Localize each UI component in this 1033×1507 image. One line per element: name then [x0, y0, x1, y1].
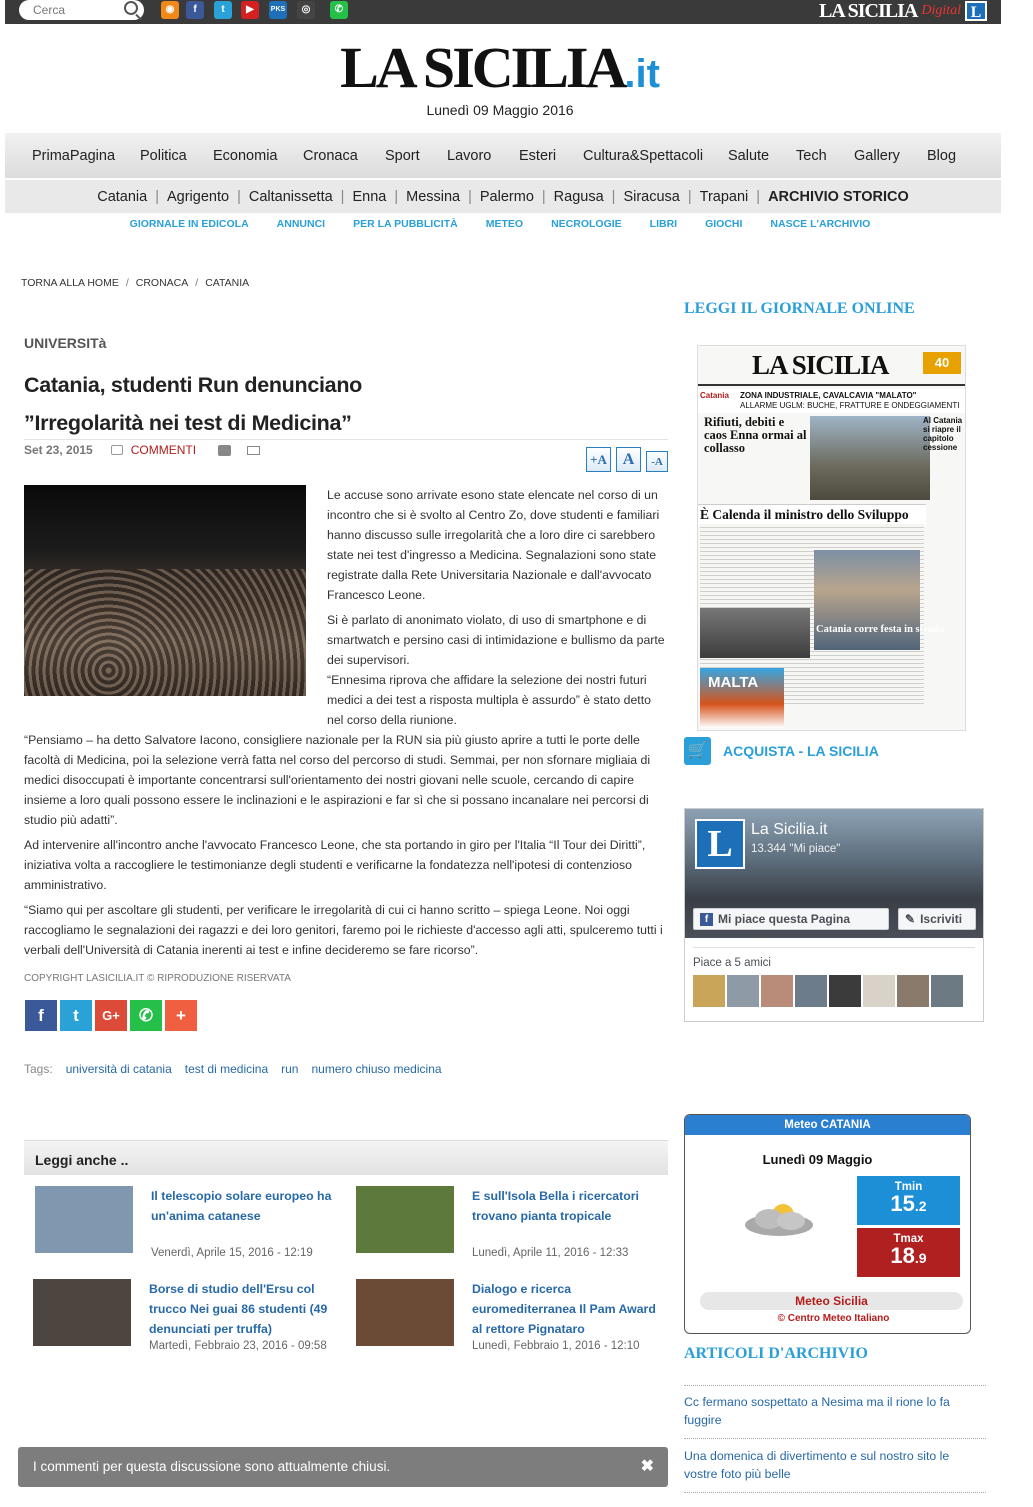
current-date: Lunedì 09 Maggio 2016	[426, 102, 574, 118]
article-kicker: UNIVERSITà	[24, 335, 107, 351]
tmin-value: 15.2	[890, 1191, 927, 1216]
city-item-palermo[interactable]: Palermo	[479, 188, 534, 205]
article-paragraph: Ad intervenire all'incontro anche l'avvocato Francesco Leone, che sta portando in giro per l'Italia “Il Tour dei Diritti”, iniziativa volta a raccogliere le testimonianze degli studenti e verificarne la fondatezza nell'ipotesi di contenzioso amministrativo.	[24, 838, 646, 892]
paper-image	[810, 416, 930, 500]
services-nav	[0, 218, 1000, 230]
tag-link[interactable]: numero chiuso medicina	[311, 1062, 442, 1076]
paper-side-text: Al Catania si riapre il capitolo cessione	[923, 416, 963, 452]
paper-strip-line: ZONA INDUSTRIALE, CAVALCAVIA "MALATO"	[740, 391, 917, 400]
related-date: Lunedì, Febbraio 1, 2016 - 12:10	[472, 1340, 640, 1352]
city-item-trapani[interactable]: Trapani	[699, 188, 749, 205]
site-logo[interactable]: LA SICILIA.it	[340, 35, 660, 100]
facebook-like-label: Mi piace questa Pagina	[718, 912, 851, 926]
facebook-subscribe-button[interactable]	[898, 908, 976, 930]
comments-link[interactable]: COMMENTI	[130, 443, 197, 457]
related-item[interactable]	[356, 1186, 668, 1271]
article-title: Catania, studenti Run denunciano ”Irregolarità nei test di Medicina”	[24, 373, 363, 435]
nav-item-salute[interactable]: Salute	[728, 147, 770, 164]
share-more-icon[interactable]: +	[165, 1000, 197, 1031]
digital-logo-icon: L	[965, 1, 987, 21]
share-whatsapp-icon[interactable]: ✆	[130, 1000, 162, 1031]
divider	[684, 1492, 986, 1493]
paper-strip-kicker: Catania	[700, 391, 729, 400]
tag-link[interactable]: run	[281, 1062, 299, 1076]
divider	[24, 439, 668, 440]
nav-item-economia[interactable]: Economia	[213, 147, 278, 164]
paper-badge: 40	[923, 352, 961, 374]
article-paragraph: “Pensiamo – ha detto Salvatore Iacono, consigliere nazionale per la RUN sia più giusto aprire a tutti le porte delle facoltà di Medicina, poi la selezione verrà fatta nel corso del percorso di studi. Semmai, per non sfornare migliaia di medici disoccupati è importante concentrarsi sull'orientamento dei nostri giovani nelle scuole, cercando di capire insieme a loro quali possono essere le inclinazioni e le aspirazioni e far sì che si possano incanalare nei percorsi di studio più adatti”.	[24, 733, 651, 827]
related-item[interactable]	[35, 1186, 347, 1271]
meteo-credit[interactable]: © Centro Meteo Italiano	[777, 1313, 890, 1324]
nav-item-cronaca[interactable]: Cronaca	[303, 147, 358, 164]
service-link[interactable]: GIORNALE IN EDICOLA	[129, 218, 249, 230]
article-photo	[24, 485, 306, 696]
article-body-full	[24, 730, 668, 965]
divider	[684, 1385, 986, 1386]
pencil-icon: ✎	[905, 912, 916, 926]
font-reset-button[interactable]: A	[616, 447, 641, 472]
email-icon[interactable]	[247, 446, 260, 455]
tag-link[interactable]: università di catania	[65, 1062, 172, 1076]
breadcrumb-item[interactable]: TORNA ALLA HOME	[21, 277, 119, 289]
friend-avatar[interactable]	[863, 975, 895, 1007]
archive-heading: ARTICOLI D'ARCHIVIO	[684, 1345, 868, 1362]
breadcrumb-item[interactable]: CATANIA	[205, 277, 250, 289]
nav-separator: |	[394, 188, 399, 205]
city-nav	[5, 180, 1001, 213]
facebook-friends-text: Piace a 5 amici	[693, 957, 771, 969]
archive-link[interactable]: Cc fermano sospettato a Nesima ma il rione lo fa fuggire	[684, 1395, 950, 1427]
nav-item-gallery[interactable]: Gallery	[854, 147, 900, 164]
share-googleplus-icon[interactable]: G+	[95, 1000, 127, 1031]
nav-item-esteri[interactable]: Esteri	[519, 147, 557, 164]
breadcrumb	[21, 277, 249, 289]
related-item[interactable]	[33, 1279, 345, 1364]
city-item-enna[interactable]: Enna	[352, 188, 387, 205]
friend-avatar[interactable]	[897, 975, 929, 1007]
tmin-label: Tmin	[894, 1181, 923, 1193]
service-link[interactable]: METEO	[485, 218, 524, 230]
masthead	[0, 35, 1000, 118]
facebook-likes: 13.344 "Mi piace"	[751, 843, 841, 855]
related-thumbnail[interactable]	[356, 1186, 454, 1253]
print-icon[interactable]	[218, 445, 231, 456]
paper-masthead	[698, 346, 965, 386]
nav-separator: |	[340, 188, 345, 205]
meteo-sicilia-link[interactable]: Meteo Sicilia	[700, 1292, 963, 1310]
related-title[interactable]: Dialogo e ricerca euromediterranea Il Pam Award al rettore Pignataro	[472, 1282, 656, 1336]
buy-label: ACQUISTA - LA SICILIA	[723, 743, 879, 759]
nav-item-blog[interactable]: Blog	[927, 147, 957, 164]
paper-headline: Rifiuti, debiti e caos Enna ormai al collasso	[704, 415, 807, 455]
cart-icon: 🛒	[684, 737, 711, 765]
breadcrumb-item[interactable]: CRONACA	[135, 277, 189, 289]
paper-ad: MALTA	[700, 668, 784, 728]
nav-separator: |	[687, 188, 692, 205]
related-title[interactable]: E sull'Isola Bella i ricercatori trovano pianta tropicale	[472, 1189, 639, 1223]
nav-separator: |	[468, 188, 472, 205]
paper-caption: Catania corre festa in strada	[816, 624, 945, 635]
share-buttons	[25, 1000, 197, 1031]
service-link[interactable]: ANNUNCI	[276, 218, 326, 230]
facebook-friends	[693, 947, 975, 1011]
nav-item-sport[interactable]: Sport	[385, 147, 420, 164]
article-paragraph: Si è parlato di anonimato violato, di uso di smartphone e di smartwatch e persino casi di intimidazione e bullismo da parte dei supervisori.	[327, 613, 665, 667]
archive-link[interactable]: Una domenica di divertimento e sul nostro sito le vostre foto più belle	[684, 1449, 950, 1481]
related-thumbnail[interactable]	[356, 1279, 454, 1346]
friend-avatar[interactable]	[829, 975, 861, 1007]
related-thumbnail[interactable]	[35, 1186, 133, 1253]
search-placeholder: Cerca	[33, 3, 66, 17]
related-thumbnail[interactable]	[33, 1279, 131, 1346]
youtube-icon[interactable]: ▶	[241, 1, 259, 19]
article-paragraph: “Siamo qui per ascoltare gli studenti, per verificare le irregolarità di cui ci hanno scritto – spiega Leone. Noi oggi raccogliamo le segnalazioni dei ragazzi e dei loro genitori, faremo poi le richieste d'accesso agli atti, spulceremo tutti i verbali dell'Università di Catania inerenti ai test e infine decideremo se fare ricorso”.	[24, 903, 663, 957]
tmax-label: Tmax	[893, 1233, 924, 1245]
breadcrumb-separator: /	[125, 277, 129, 289]
city-item-siracusa[interactable]: Siracusa	[623, 188, 680, 205]
share-facebook-icon[interactable]: f	[25, 1000, 57, 1031]
close-icon[interactable]: ✖	[640, 1458, 654, 1475]
facebook-widget	[684, 808, 984, 1022]
service-link[interactable]: NECROLOGIE	[551, 218, 622, 230]
nav-item-lavoro[interactable]: Lavoro	[447, 147, 492, 164]
city-item-agrigento[interactable]: Agrigento	[166, 188, 230, 205]
paper-image	[814, 550, 920, 650]
instagram-icon[interactable]: ◎	[297, 1, 315, 19]
service-link[interactable]: LIBRI	[649, 218, 678, 230]
nav-item-tech[interactable]: Tech	[796, 147, 827, 164]
whatsapp-icon[interactable]: ✆	[330, 1, 348, 19]
related-heading: Leggi anche ..	[24, 1140, 668, 1175]
tmin-box	[857, 1176, 960, 1225]
city-item-archiviostorico[interactable]: ARCHIVIO STORICO	[768, 188, 909, 205]
top-bar	[5, 0, 1001, 24]
nav-separator: |	[541, 188, 546, 205]
comments-closed-text: I commenti per questa discussione sono attualmente chiusi.	[33, 1459, 391, 1474]
rss-icon[interactable]: ◉	[161, 1, 179, 19]
tags-label: Tags:	[24, 1062, 53, 1076]
paper-image	[700, 608, 810, 658]
article-paragraph: “Ennesima riprova che affidare la selezione dei nostri futuri medici a dei test a risposta multipla è assurdo” è stato detto nel corso della riunione.	[327, 673, 651, 727]
related-date: Venerdì, Aprile 15, 2016 - 12:19	[151, 1247, 313, 1259]
paper-masthead-title: LA SICILIA	[752, 350, 889, 380]
comments-closed-notice	[18, 1447, 668, 1487]
facebook-cover	[685, 809, 983, 938]
breadcrumb-separator: /	[195, 277, 199, 289]
related-date: Lunedì, Aprile 11, 2016 - 12:33	[472, 1247, 629, 1259]
nav-separator: |	[611, 188, 616, 205]
tag-link[interactable]: test di medicina	[184, 1062, 269, 1076]
paper-heading: LEGGI IL GIORNALE ONLINE	[684, 300, 915, 317]
buy-link[interactable]	[684, 737, 879, 765]
divider	[684, 1438, 986, 1439]
comment-icon	[111, 445, 123, 455]
nav-item-politica[interactable]: Politica	[140, 147, 187, 164]
digital-brand-word: Digital	[921, 3, 961, 18]
service-link[interactable]: GIOCHI	[705, 218, 743, 230]
search-icon[interactable]	[124, 1, 138, 15]
facebook-avatars	[693, 975, 975, 1007]
related-title[interactable]: Borse di studio dell'Ersu col trucco Nei guai 86 studenti (49 denunciati per truffa)	[149, 1282, 328, 1336]
copyright: COPYRIGHT LASICILIA.IT © RIPRODUZIONE RISERVATA	[24, 973, 291, 984]
facebook-icon: f	[700, 913, 713, 926]
weather-day: Lunedì 09 Maggio	[762, 1152, 873, 1167]
main-nav	[5, 133, 1001, 178]
facebook-icon[interactable]: f	[186, 1, 204, 19]
pks-icon[interactable]: PKS	[269, 1, 287, 19]
city-item-caltanissetta[interactable]: Caltanissetta	[248, 188, 333, 205]
city-item-catania[interactable]: Catania	[97, 188, 148, 205]
nav-item-culturaspettacoli[interactable]: Cultura&Spettacoli	[583, 147, 704, 164]
friend-avatar[interactable]	[761, 975, 793, 1007]
nav-separator: |	[756, 188, 761, 205]
article-paragraph: Le accuse sono arrivate esono state elencate nel corso di un incontro che si è svolto al Centro Zo, dove studenti e familiari hanno discusso sulle irregolarità che a loro dire ci sarebbero state nei test d'ingresso a Medicina. Segnalazioni sono state registrate dalla Rete Universitaria Nazionale e dall'avvocato Francesco Leone.	[327, 488, 660, 602]
article-body-wrap	[327, 485, 667, 735]
weather-widget	[684, 1114, 971, 1334]
nav-item-primapagina[interactable]: PrimaPagina	[32, 147, 116, 164]
nav-separator: |	[155, 188, 159, 205]
font-decrease-button[interactable]: -A	[646, 451, 668, 472]
related-title[interactable]: Il telescopio solare europeo ha un'anima catanese	[151, 1189, 332, 1223]
digital-brand[interactable]	[819, 0, 987, 22]
friend-avatar[interactable]	[795, 975, 827, 1007]
paper-strip	[698, 389, 965, 413]
cloudy-sun-icon	[741, 1201, 817, 1237]
article-date: Set 23, 2015	[24, 443, 93, 457]
tmax-value: 18.9	[890, 1243, 927, 1268]
twitter-icon[interactable]: t	[214, 1, 232, 19]
related-item[interactable]	[356, 1279, 668, 1364]
newspaper-front-page[interactable]	[697, 345, 966, 731]
service-link[interactable]: NASCE L'ARCHIVIO	[770, 218, 871, 230]
share-twitter-icon[interactable]: t	[60, 1000, 92, 1031]
paper-strip-line: ALLARME UGLM: BUCHE, FRATTURE E ONDEGGIAMENTI	[740, 401, 960, 410]
weather-header[interactable]: Meteo CATANIA	[685, 1115, 970, 1135]
tags	[24, 1062, 442, 1076]
paper-headline: È Calenda il ministro dello Sviluppo	[698, 504, 926, 525]
facebook-page-logo[interactable]: L	[695, 819, 745, 869]
tmax-box	[857, 1228, 960, 1277]
nav-separator: |	[237, 188, 241, 205]
search-input[interactable]	[19, 0, 144, 20]
service-link[interactable]: PER LA PUBBLICITÀ	[353, 218, 458, 230]
friend-avatar[interactable]	[931, 975, 963, 1007]
friend-avatar[interactable]	[727, 975, 759, 1007]
font-increase-button[interactable]: +A	[586, 447, 611, 472]
facebook-subscribe-label: Iscriviti	[920, 912, 963, 926]
related-date: Martedì, Febbraio 23, 2016 - 09:58	[149, 1340, 327, 1352]
friend-avatar[interactable]	[693, 975, 725, 1007]
facebook-page-name[interactable]: La Sicilia.it	[751, 821, 828, 838]
city-item-messina[interactable]: Messina	[406, 188, 461, 205]
digital-brand-name: LA SICILIA	[818, 0, 918, 22]
city-item-ragusa[interactable]: Ragusa	[553, 188, 604, 205]
facebook-like-button[interactable]	[693, 908, 889, 930]
article-meta	[24, 443, 260, 457]
